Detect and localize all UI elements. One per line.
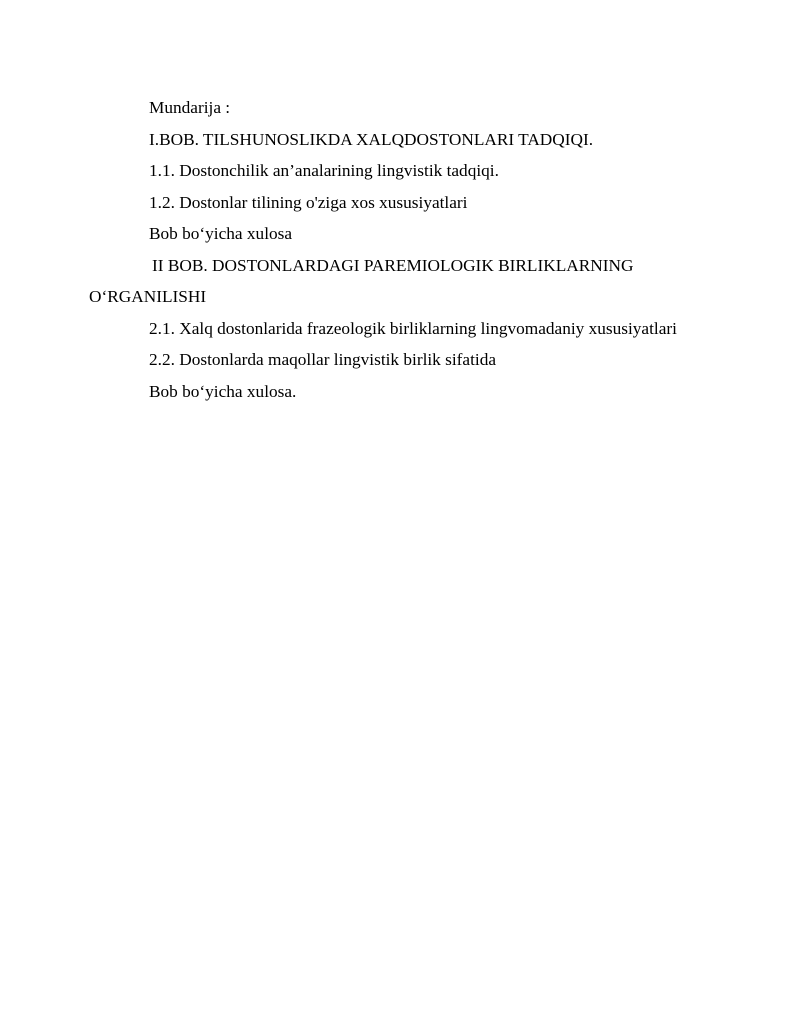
toc-entry-chapter-2: II BOB. DOSTONLARDAGI PAREMIOLOGIK BIRLIKLARNING O‘RGANILISHI: [89, 255, 634, 306]
toc-entry-2-1: 2.1. Xalq dostonlarida frazeologik birliklarning lingvomadaniy xususiyatlari: [149, 318, 677, 338]
toc-entry-1-2: 1.2. Dostonlar tilining o'ziga xos xususiyatlari: [149, 192, 468, 212]
toc-entry-1-1: 1.1. Dostonchilik an’analarining lingvistik tadqiqi.: [149, 161, 499, 180]
toc-entry-chapter-2-summary: Bob bo‘yicha xulosa.: [149, 381, 297, 401]
toc-entry-2-2: 2.2. Dostonlarda maqollar lingvistik birlik sifatida: [149, 350, 497, 369]
toc-entry-chapter-1: I.BOB. TILSHUNOSLIKDA XALQDOSTONLARI TADQIQI.: [149, 129, 594, 149]
table-of-contents: [89, 92, 711, 407]
toc-heading: Mundarija :: [149, 98, 231, 117]
toc-entry-chapter-1-summary: Bob bo‘yicha xulosa: [149, 224, 293, 243]
